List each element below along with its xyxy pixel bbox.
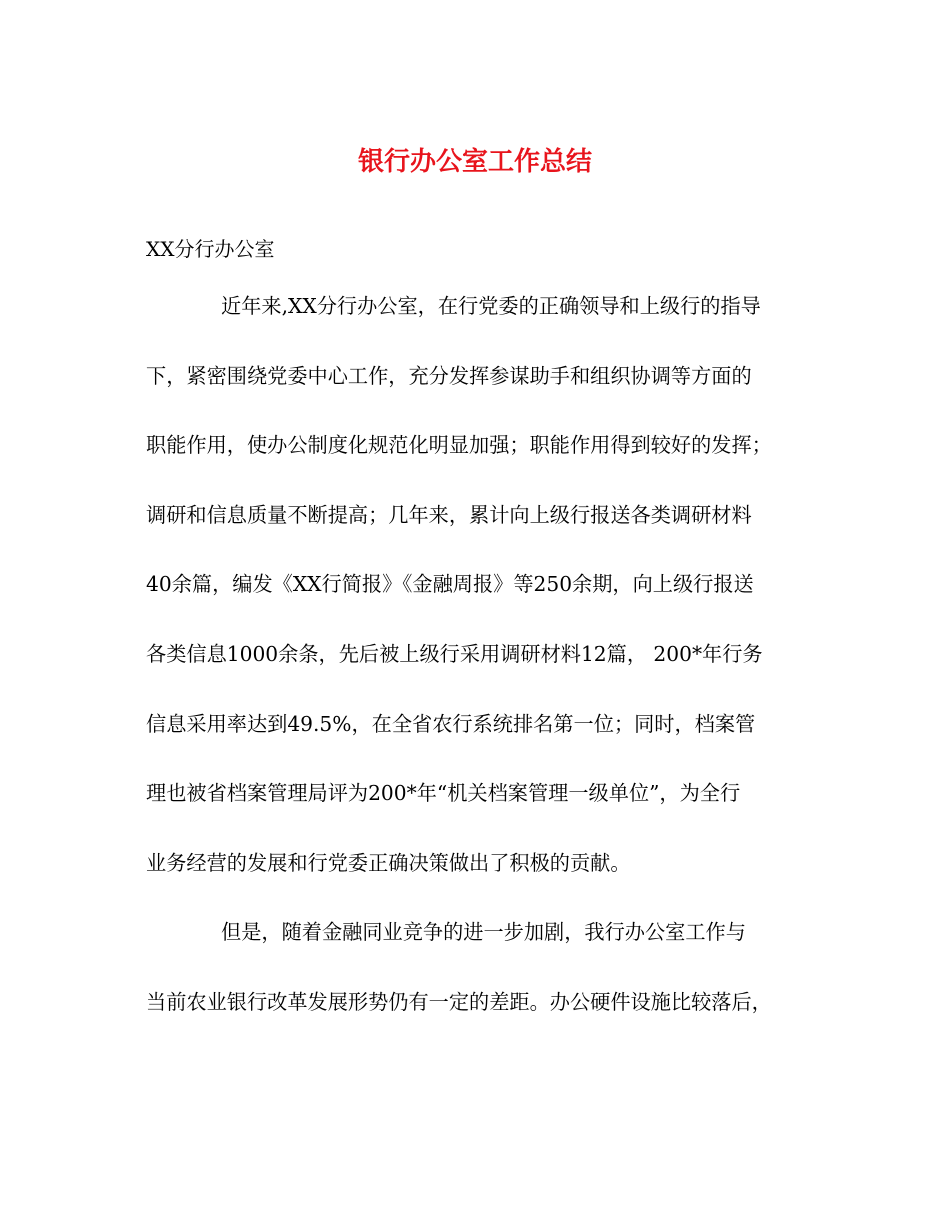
document-title: 银行办公室工作总结 <box>357 147 592 177</box>
document-author: XX分行办公室 <box>146 237 275 261</box>
document-body <box>146 286 811 1052</box>
body-line: 信息采用率达到49.5%，在全省农行系统排名第一位；同时，档案管 <box>146 711 756 736</box>
body-line: 业务经营的发展和行党委正确决策做出了积极的贡献。 <box>146 850 631 875</box>
body-line: 当前农业银行改革发展形势仍有一定的差距。办公硬件设施比较落后， <box>146 989 772 1014</box>
body-line: 调研和信息质量不断提高；几年来，累计向上级行报送各类调研材料 <box>146 502 752 527</box>
body-line: 40余篇，编发《XX行简报》《金融周报》等250余期，向上级行报送 <box>146 572 754 597</box>
body-line: 但是，随着金融同业竞争的进一步加剧，我行办公室工作与 <box>221 920 746 945</box>
body-line: 近年来,XX分行办公室，在行党委的正确领导和上级行的指导 <box>221 294 761 318</box>
body-line: 各类信息1000余条，先后被上级行采用调研材料12篇， 200*年行务 <box>146 641 763 666</box>
body-line: 下，紧密围绕党委中心工作，充分发挥参谋助手和组织协调等方面的 <box>146 363 752 388</box>
body-line: 理也被省档案管理局评为200*年“机关档案管理一级单位”，为全行 <box>146 781 741 806</box>
body-line: 职能作用，使办公制度化规范化明显加强；职能作用得到较好的发挥； <box>146 433 772 458</box>
